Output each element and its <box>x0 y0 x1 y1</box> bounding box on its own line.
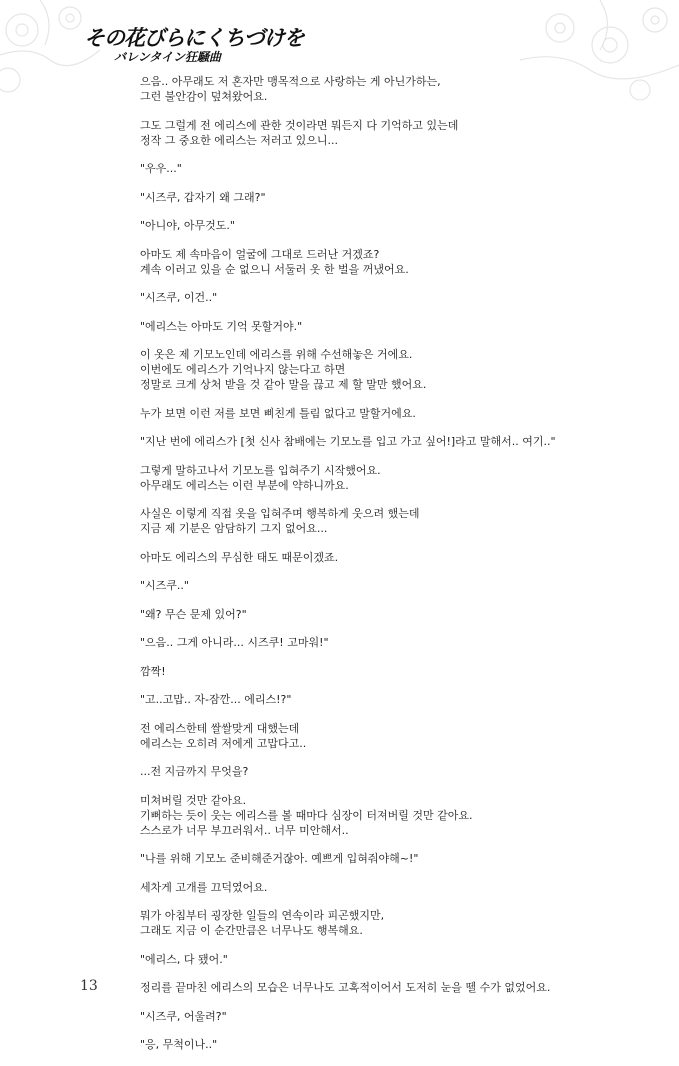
paragraph: 아마도 제 속마음이 얼굴에 그대로 드러난 거겠죠? 계속 이러고 있을 순 없으니 서둘러 옷 한 벌을 꺼냈어요. <box>140 247 409 276</box>
paragraph: "으음.. 그게 아니라... 시즈쿠! 고마워!" <box>140 636 329 649</box>
paragraph: 누가 보면 이런 저를 보면 삐친게 틀림 없다고 말할거에요. <box>140 406 416 420</box>
header-title-block <box>84 26 304 64</box>
paragraph: 그렇게 말하고나서 기모노를 입혀주기 시작했어요. 아무래도 에리스는 이런 부분에 약하니까요. <box>140 463 381 492</box>
paragraph: 아마도 에리스의 무심한 태도 때문이겠죠. <box>140 550 339 564</box>
paragraph: 이 옷은 제 기모노인데 에리스를 위해 수선해놓은 거에요. 이번에도 에리스가 기억나지 않는다고 하면 정말로 크게 상처 받을 것 같아 말을 끊고 제 할 말만 했어요. <box>140 348 427 391</box>
paragraph: "시즈쿠, 이건.." <box>140 291 218 304</box>
paragraph: 세차게 고개를 끄덕였어요. <box>140 880 268 894</box>
paragraph: 정리를 끝마친 에리스의 모습은 너무나도 고혹적이어서 도저히 눈을 뗄 수가 없었어요. <box>140 981 551 994</box>
paragraph: ...전 지금까지 무엇을? <box>140 765 249 778</box>
story-text <box>140 74 665 1066</box>
paragraph: "에리스는 아마도 기억 못할거야." <box>140 319 303 333</box>
paragraph: "우우..." <box>140 162 182 175</box>
book-subtitle: バレンタイン狂騒曲 <box>114 50 221 64</box>
book-title: その花びらにくちづけを <box>84 26 304 50</box>
paragraph: "시즈쿠.." <box>140 579 189 592</box>
paragraph: "시즈쿠, 갑자기 왜 그래?" <box>140 190 266 204</box>
paragraph: 깜짝! <box>140 664 166 678</box>
paragraph: 전 에리스한테 쌀쌀맞게 대했는데 에리스는 오히려 저에게 고맙다고.. <box>140 721 307 750</box>
paragraph: 으음.. 아무래도 저 혼자만 맹목적으로 사랑하는 게 아닌가하는, 그런 불안감이 덮쳐왔어요. <box>140 75 441 103</box>
paragraph: "지난 번에 에리스가 [첫 신사 참배에는 기모노를 입고 가고 싶어!]라고 말해서.. 여기.." <box>140 435 556 448</box>
paragraph: "아니야, 아무것도." <box>140 219 235 232</box>
paragraph: 사실은 이렇게 직접 옷을 입혀주며 행복하게 웃으려 했는데 지금 제 기분은 암담하기 그지 없어요... <box>140 507 420 535</box>
page-number: 13 <box>80 978 98 994</box>
paragraph: 그도 그럴게 전 에리스에 관한 것이라면 뭐든지 다 기억하고 있는데 정작 그 중요한 에리스는 저러고 있으니... <box>140 118 459 147</box>
paragraph: "왜? 무슨 문제 있어?" <box>140 607 247 621</box>
paragraph: 뭐가 아침부터 굉장한 일들의 연속이라 피곤했지만, 그래도 지금 이 순간만큼은 너무나도 행복해요. <box>140 909 385 937</box>
paragraph: "응, 무척이나.." <box>140 1038 218 1051</box>
paragraph: "에리스, 다 됐어." <box>140 952 228 966</box>
paragraph: "시즈쿠, 어울려?" <box>140 1009 227 1023</box>
paragraph: "고..고맙.. 자-잠깐... 에리스!?" <box>140 693 292 706</box>
paragraph: "나를 위해 기모노 준비해준거잖아. 예쁘게 입혀줘야해~!" <box>140 852 419 865</box>
paragraph: 미쳐버릴 것만 같아요. 기뻐하는 듯이 웃는 에리스를 볼 때마다 심장이 터져버릴 것만 같아요. 스스로가 너무 부끄러워서.. 너무 미안해서.. <box>140 793 473 837</box>
